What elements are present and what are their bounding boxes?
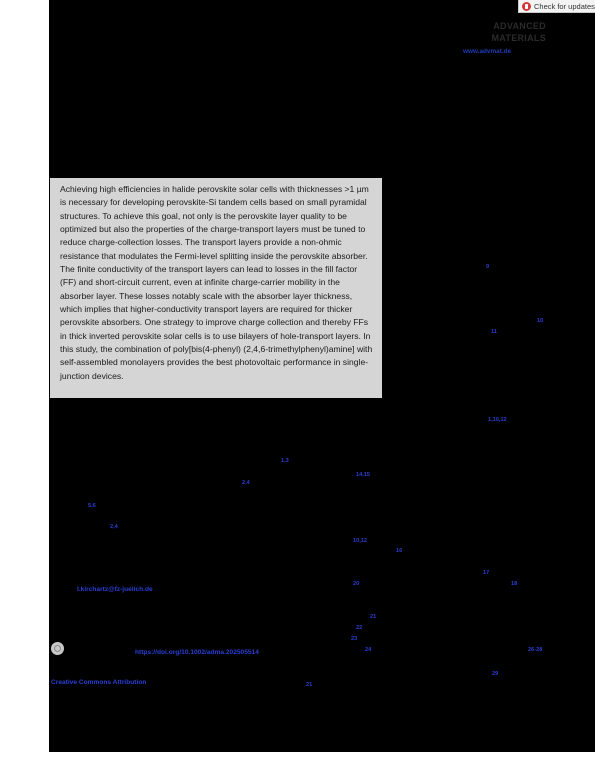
reference-link[interactable]: 1,3 [281, 458, 289, 464]
reference-link[interactable]: 1,10,12 [488, 417, 507, 423]
journal-logo [491, 20, 546, 44]
reference-link[interactable]: 16 [396, 548, 403, 554]
reference-link[interactable]: 26-28 [528, 647, 543, 653]
reference-link[interactable]: 17 [483, 570, 490, 576]
reference-link[interactable]: 24 [365, 647, 372, 653]
journal-logo-line2: MATERIALS [491, 33, 546, 43]
reference-link[interactable]: 29 [492, 671, 499, 677]
journal-website-link[interactable]: www.advmat.de [463, 48, 512, 55]
reference-link[interactable]: 23 [351, 636, 358, 642]
crossmark-icon [522, 2, 531, 11]
corresponding-author-email[interactable]: l.kirchartz@fz-juelich.de [77, 586, 153, 593]
reference-link[interactable]: 22 [356, 625, 363, 631]
reference-link[interactable]: 18 [511, 581, 518, 587]
doi-link[interactable]: https://doi.org/10.1002/adma.202505514 [135, 649, 259, 656]
reference-link[interactable]: 10,12 [353, 538, 367, 544]
reference-link[interactable]: 20 [353, 581, 360, 587]
abstract-box [50, 178, 382, 398]
reference-link[interactable]: 14,15 [356, 472, 370, 478]
open-access-icon [51, 642, 64, 655]
reference-link[interactable]: 5,6 [88, 503, 96, 509]
reference-link[interactable]: 9 [486, 264, 490, 270]
reference-link[interactable]: 21 [370, 614, 377, 620]
reference-link[interactable]: 21 [306, 682, 313, 688]
check-for-updates-badge[interactable] [518, 0, 595, 13]
abstract-text: Achieving high efficiencies in halide perovskite solar cells with thicknesses >1 µm is necessary for developing perovskite-Si tandem cells based on small pyramidal structures. To achieve this goal, not only is the perovskite layer quality to be optimized but also the properties of the charge-transport layers must be tuned to reduce charge-collection losses. The transport layers provide a non-ohmic resistance that modulates the Fermi-level splitting inside the perovskite absorber. The finite conductivity of the transport layers can lead to losses in the fill factor (FF) and short-circuit current, even at infinite charge-carrier mobility in the absorber layer. These losses notably scale with the absorber layer thickness, which implies that higher-conductivity transport layers are required for thicker perovskite absorbers. One strategy to improve charge collection and thereby FFs in thick inverted perovskite solar cells is to use bilayers of hole-transport layers. In this study, the combination of poly[bis(4-phenyl) (2,4,6-trimethylphenyl)amine] with self-assembled monolayers provides the best photovoltaic performance in single-junction devices. [60, 184, 373, 381]
reference-link[interactable]: 2,4 [110, 524, 118, 530]
reference-link[interactable]: 2,4 [242, 480, 250, 486]
reference-link[interactable]: 11 [491, 329, 497, 335]
check-for-updates-label: Check for updates [534, 1, 595, 11]
reference-link[interactable]: 10 [537, 318, 544, 324]
license-link[interactable]: Creative Commons Attribution [51, 679, 147, 686]
journal-logo-line1: ADVANCED [493, 21, 546, 31]
